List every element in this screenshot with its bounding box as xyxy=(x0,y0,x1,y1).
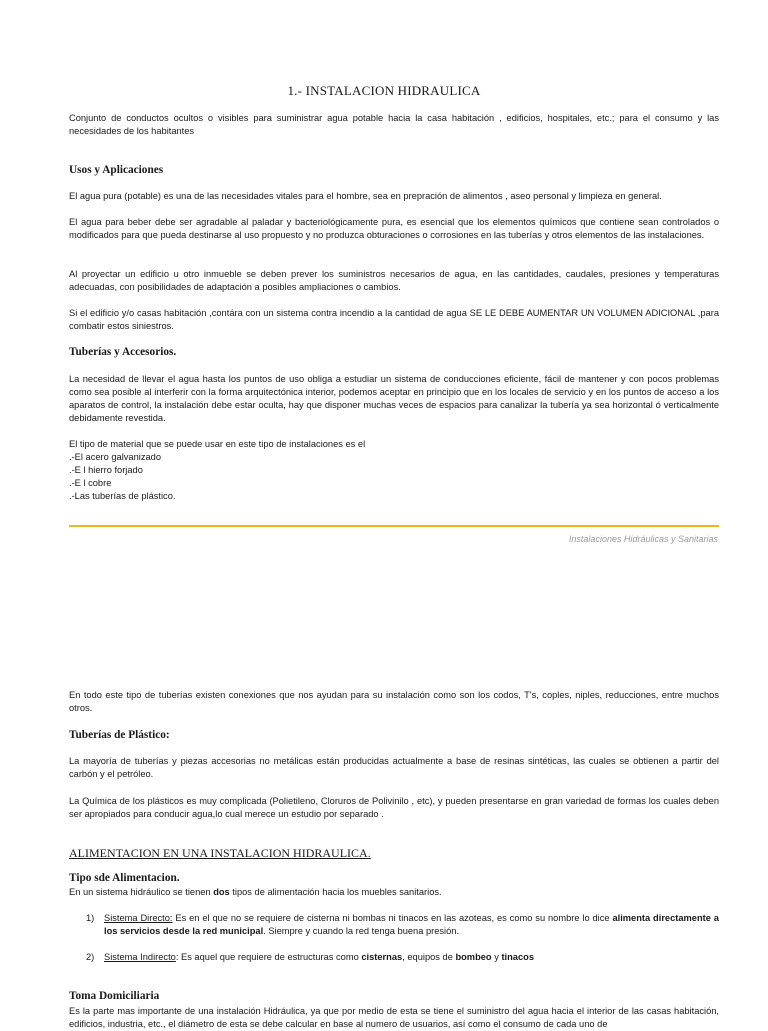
plastico-paragraph-2: La Química de los plásticos es muy complicada (Polietileno, Cloruros de Polivinilo , etc), y pueden presentarse en gran variedad de formas los cuales deben ser apropiados para conducir agua,lo cual merece un estudio por separado . xyxy=(69,796,719,819)
alimentacion-intro: En un sistema hidráulico se tienen dos tipos de alimentación hacia los muebles sanitarios. xyxy=(69,887,442,897)
toma-paragraph: Es la parte mas importante de una instalación Hidráulica, ya que por medio de esta se tiene el suministro del agua hacia el interior de las casas habitación, edificios, industria, etc., el diámetro de esta se debe calcular en base al numero de usuarios, así como el consumo de cada uno de xyxy=(69,1006,719,1029)
list-number: 2) xyxy=(86,952,95,962)
heading-alimentacion: ALIMENTACION EN UNA INSTALACION HIDRAULICA. xyxy=(69,846,371,860)
material-item: .-E l cobre xyxy=(69,478,112,488)
heading-plastico: Tuberías de Plástico: xyxy=(69,729,170,741)
list-text: Sistema Directo: Es en el que no se requiere de cisterna ni bombas ni tinacos en las azoteas, es como su nombre lo dice alimenta directamente a los servicios desde la red municipal. Siempre y cuando la red tenga buena presión. xyxy=(104,913,719,936)
plastico-paragraph-1: La mayoría de tuberías y piezas accesorias no metálicas están producidas actualmente a base de resinas sintéticas, las cuales se obtienen a partir del carbón y el petróleo. xyxy=(69,756,719,779)
heading-tuberias: Tuberías y Accesorios. xyxy=(69,346,177,358)
page-title: 1.- INSTALACION HIDRAULICA xyxy=(287,83,481,98)
heading-toma: Toma Domiciliaria xyxy=(69,990,160,1002)
material-item: .-Las tuberías de plástico. xyxy=(69,491,176,501)
subheading-tipos: Tipo sde Alimentacion. xyxy=(69,872,180,884)
list-number: 1) xyxy=(86,913,95,923)
material-item: .-E l hierro forjado xyxy=(69,465,143,475)
material-item: .-El acero galvanizado xyxy=(69,452,161,462)
page-footer: Instalaciones Hidráulicas y Sanitarias xyxy=(568,534,718,544)
tuberias-paragraph-1: La necesidad de llevar el agua hasta los puntos de uso obliga a estudiar un sistema de conducciones eficiente, fácil de mantener y con pocos problemas como sea posible al interferir con la forma arquitectónica interior, podemos aceptar en principio que en los locales de servicio y en los puntos de acceso a los aparatos de control, la instalación debe estar oculta, hay que disponer muchas veces de espacios para canalizar la tubería ya sea horizontal ó verticalmente debidamente revestida. xyxy=(69,374,719,423)
conexiones-paragraph: En todo este tipo de tuberías existen conexiones que nos ayudan para su instalación como son los codos, T's, coples, niples, reducciones, entre muchos otros. xyxy=(69,690,719,713)
usos-paragraph-4: Si el edificio y/o casas habitación ,contára con un sistema contra incendio a la cantidad de agua SE LE DEBE AUMENTAR UN VOLUMEN ADICIONAL ,para combatir estos siniestros. xyxy=(69,308,719,331)
heading-usos: Usos y Aplicaciones xyxy=(69,164,164,176)
usos-paragraph-3: Al proyectar un edificio u otro inmueble se deben prever los suministros necesarios de agua, en las cantidades, caudales, presiones y temperaturas adecuadas, con posibilidades de adaptación a posibles ampliaciones o cambios. xyxy=(69,269,719,292)
usos-paragraph-2: El agua para beber debe ser agradable al paladar y bacteriológicamente pura, es esencial que los elementos químicos que contiene sean controlados o modificados para que pueda destinarse al uso propuesto y no produzca obturaciones o corrosiones en las tuberías y otros elementos de las instalaciones. xyxy=(69,217,719,240)
intro-paragraph: Conjunto de conductos ocultos o visibles para suministrar agua potable hacia la casa habitación , edificios, hospitales, etc.; para el consumo y las necesidades de los habitantes xyxy=(69,113,719,136)
usos-paragraph-1: El agua pura (potable) es una de las necesidades vitales para el hombre, sea en prepración de alimentos , aseo personal y limpieza en general. xyxy=(69,191,662,201)
footer-divider xyxy=(69,525,719,527)
list-text: Sistema Indirecto: Es aquel que requiere de estructuras como cisternas, equipos de bombeo y tinacos xyxy=(104,952,534,962)
materials-intro: El tipo de material que se puede usar en este tipo de instalaciones es el xyxy=(69,439,366,449)
